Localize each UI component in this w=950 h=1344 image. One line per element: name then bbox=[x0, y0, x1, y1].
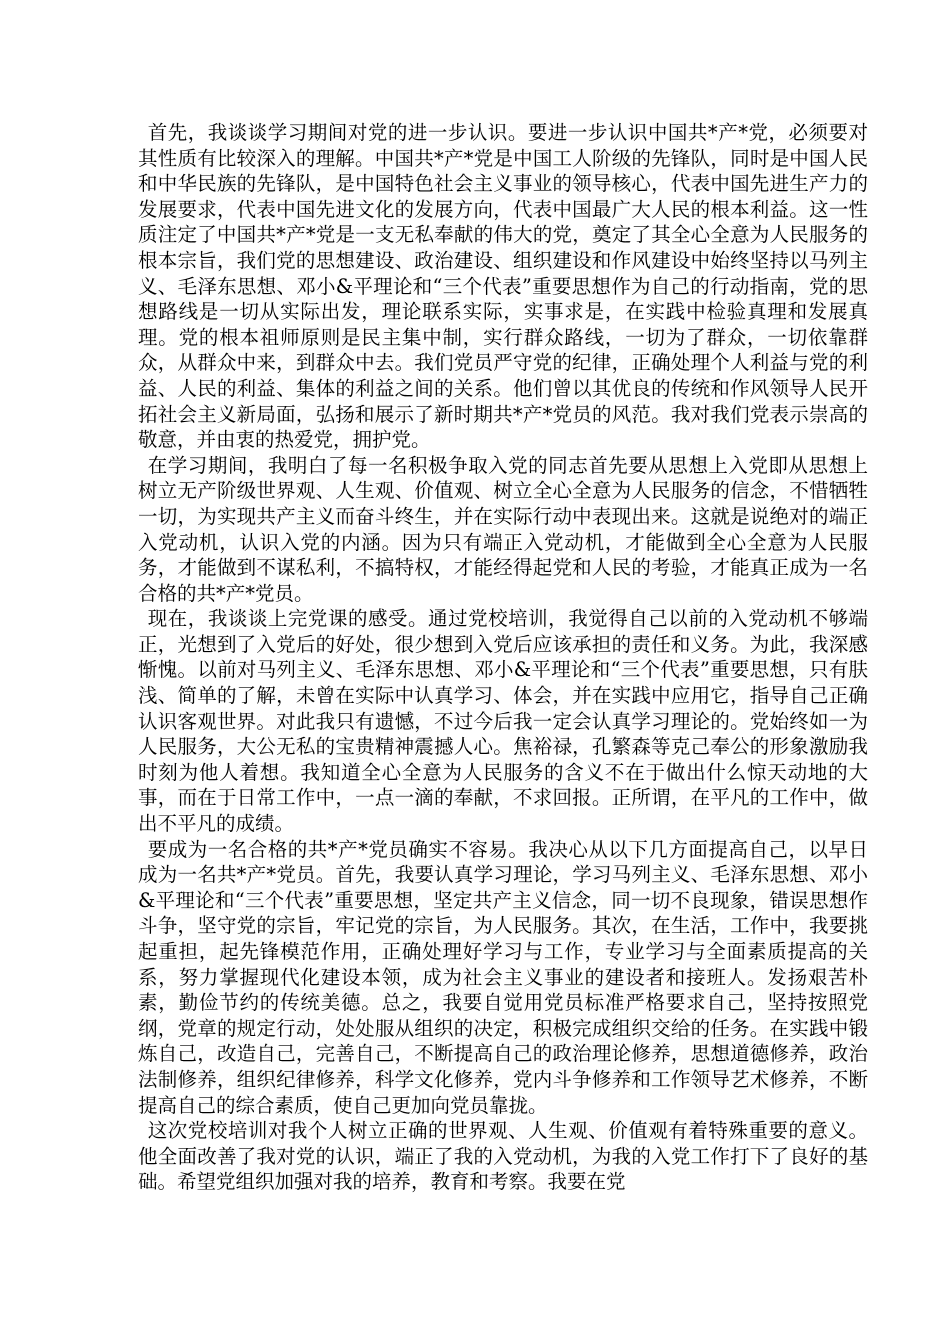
paragraph-party-understanding: 首先，我谈谈学习期间对党的进一步认识。要进一步认识中国共*产*党，必须要对其性质有比较深入的理解。中国共*产*党是中国工人阶级的先锋队，同时是中国人民和中华民族的先锋队，是中国特色社会主义事业的领导核心，代表中国先进生产力的发展要求，代表中国先进文化的发展方向，代表中国最广大人民的根本利益。这一性质注定了中国共*产*党是一支无私奉献的伟大的党，奠定了其全心全意为人民服务的根本宗旨，我们党的思想建设、政治建设、组织建设和作风建设中始终坚持以马列主义、毛泽东思想、邓小&平理论和“三个代表”重要思想作为自己的行动指南，党的思想路线是一切从实际出发，理论联系实际，实事求是，在实践中检验真理和发展真理。党的根本祖师原则是民主集中制，实行群众路线，一切为了群众，一切依靠群众，从群众中来，到群众中去。我们党员严守党的纪律，正确处理个人利益与党的利益、人民的利益、集体的利益之间的关系。他们曾以其优良的传统和作风领导人民开拓社会主义新局面，弘扬和展示了新时期共*产*党员的风范。我对我们党表示崇高的敬意，并由衷的热爱党，拥护党。 bbox=[138, 121, 868, 452]
paragraph-ideological-joining: 在学习期间，我明白了每一名积极争取入党的同志首先要从思想上入党即从思想上树立无产阶级世界观、人生观、价值观、树立全心全意为人民服务的信念，不惜牺牲一切，为实现共产主义而奋斗终生，并在实际行动中表现出来。这就是说绝对的端正入党动机，认识入党的内涵。因为只有端正入党动机，才能做到全心全意为人民服务，才能做到不谋私利，不搞特权，才能经得起党和人民的考验，才能真正成为一名合格的共*产*党员。 bbox=[138, 453, 868, 605]
document-body bbox=[138, 120, 868, 1195]
paragraph-self-improvement: 要成为一名合格的共*产*党员确实不容易。我决心从以下几方面提高自己，以早日成为一名共*产*党员。首先，我要认真学习理论，学习马列主义、毛泽东思想、邓小&平理论和“三个代表”重要思想，坚定共产主义信念，同一切不良现象，错误思想作斗争，坚守党的宗旨，牢记党的宗旨，为人民服务。其次，在生活，工作中，我要挑起重担，起先锋模范作用，正确处理好学习与工作，专业学习与全面素质提高的关系，努力掌握现代化建设本领，成为社会主义事业的建设者和接班人。发扬艰苦朴素，勤俭节约的传统美德。总之，我要自觉用党员标准严格要求自己，坚持按照党纲，党章的规定行动，处处服从组织的决定，积极完成组织交给的任务。在实践中锻炼自己，改造自己，完善自己，不断提高自己的政治理论修养，思想道德修养，政治法制修养，组织纪律修养，科学文化修养，党内斗争修养和工作领导艺术修养，不断提高自己的综合素质，使自己更加向党员靠拢。 bbox=[138, 837, 868, 1117]
paragraph-course-reflections: 现在，我谈谈上完党课的感受。通过党校培训，我觉得自己以前的入党动机不够端正，光想到了入党后的好处，很少想到入党后应该承担的责任和义务。为此，我深感惭愧。以前对马列主义、毛泽东思想、邓小&平理论和“三个代表”重要思想，只有肤浅、简单的了解，未曾在实际中认真学习、体会，并在实践中应用它，指导自己正确认识客观世界。对此我只有遗憾，不过今后我一定会认真学习理论的。党始终如一为人民服务，大公无私的宝贵精神震撼人心。焦裕禄，孔繁森等克己奉公的形象激励我时刻为他人着想。我知道全心全意为人民服务的含义不在于做出什么惊天动地的大事，而在于日常工作中，一点一滴的奉献，不求回报。正所谓，在平凡的工作中，做出不平凡的成绩。 bbox=[138, 607, 868, 836]
paragraph-training-significance: 这次党校培训对我个人树立正确的世界观、人生观、价值观有着特殊重要的意义。他全面改善了我对党的认识，端正了我的入党动机，为我的入党工作打下了良好的基础。希望党组织加强对我的培养，教育和考察。我要在党 bbox=[138, 1119, 868, 1194]
